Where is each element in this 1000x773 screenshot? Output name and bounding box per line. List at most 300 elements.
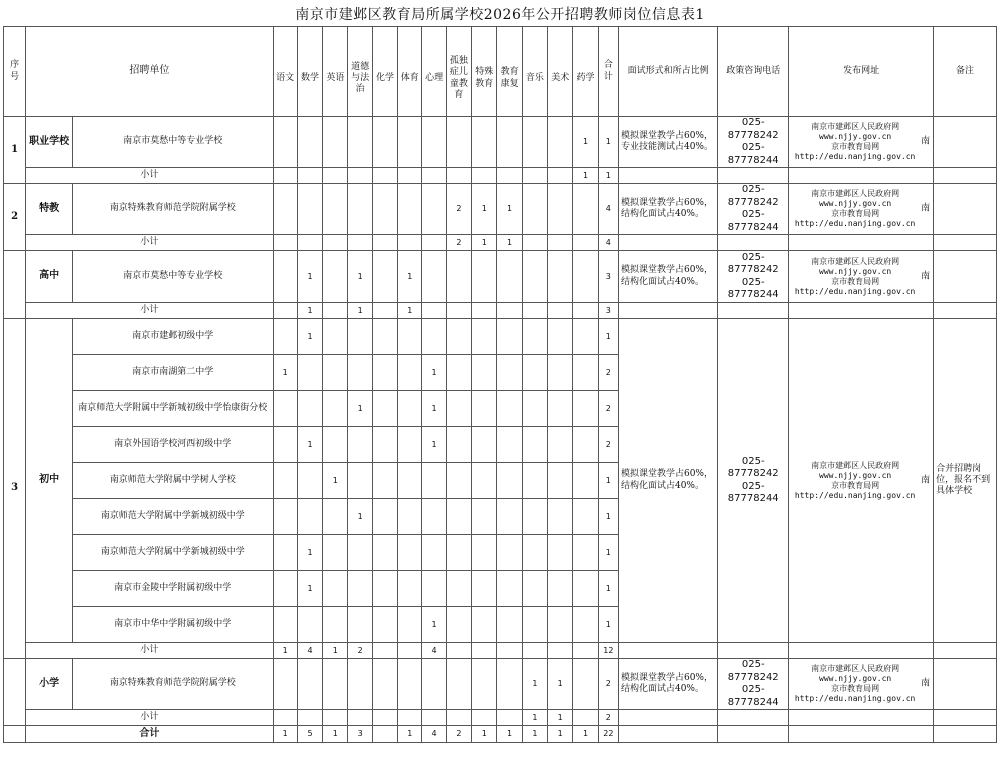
subject-count xyxy=(323,607,348,643)
empty-cell xyxy=(789,726,934,743)
subject-count xyxy=(548,319,573,355)
subtotal-count xyxy=(348,235,372,251)
website-url: www.njjy.gov.cn xyxy=(819,132,892,141)
header-subject: 道德与法治 xyxy=(348,27,372,117)
subject-count xyxy=(323,659,348,710)
exam-format: 模拟课堂教学占60%，结构化面试占40%。 xyxy=(618,319,717,643)
subject-count xyxy=(273,427,297,463)
website-side-char: 南 xyxy=(921,678,931,689)
note-cell: 合并招聘岗位，报名不到具体学校 xyxy=(934,319,997,643)
subject-count xyxy=(497,659,522,710)
header-subject: 化学 xyxy=(372,27,397,117)
group-seq: 1 xyxy=(4,117,26,184)
row-total: 1 xyxy=(598,499,618,535)
subject-count xyxy=(548,391,573,427)
subtotal-count xyxy=(273,303,297,319)
subtotal-row xyxy=(4,168,997,184)
school-name: 南京师范大学附属中学新城初级中学 xyxy=(72,499,273,535)
website-line: 京市教育局网 xyxy=(831,209,880,218)
subject-count xyxy=(472,427,497,463)
row-total: 2 xyxy=(598,427,618,463)
subject-count xyxy=(573,319,598,355)
subject-count xyxy=(372,427,397,463)
subject-count xyxy=(573,463,598,499)
empty-cell xyxy=(4,726,26,743)
subject-count xyxy=(323,355,348,391)
subject-count xyxy=(446,607,471,643)
subtotal-count xyxy=(548,303,573,319)
empty-cell xyxy=(718,643,789,659)
subtotal-count: 4 xyxy=(422,643,446,659)
subject-count xyxy=(372,499,397,535)
table-row xyxy=(4,251,997,303)
subject-count xyxy=(472,571,497,607)
subject-count: 1 xyxy=(548,659,573,710)
note-cell xyxy=(934,184,997,235)
grand-total-count: 1 xyxy=(472,726,497,743)
subtotal-count xyxy=(573,235,598,251)
header-subject: 数学 xyxy=(297,27,322,117)
subject-count: 1 xyxy=(422,391,446,427)
subject-count xyxy=(497,319,522,355)
subject-count xyxy=(497,251,522,303)
subtotal-count xyxy=(323,235,348,251)
empty-cell xyxy=(618,726,717,743)
subject-count xyxy=(273,659,297,710)
subject-count xyxy=(472,607,497,643)
subtotal-count xyxy=(472,643,497,659)
subject-count: 1 xyxy=(297,251,322,303)
subject-count xyxy=(548,251,573,303)
header-subject: 特殊教育 xyxy=(472,27,497,117)
subtotal-count xyxy=(422,168,446,184)
subject-count xyxy=(323,391,348,427)
subject-count: 1 xyxy=(297,319,322,355)
subtotal-count xyxy=(446,303,471,319)
subtotal-label: 小计 xyxy=(26,168,273,184)
grand-total-count: 1 xyxy=(497,726,522,743)
subject-count xyxy=(323,499,348,535)
subject-count xyxy=(497,607,522,643)
subtotal-count xyxy=(398,710,422,726)
header-seq: 序号 xyxy=(4,27,26,117)
subject-count xyxy=(522,117,547,168)
table-row xyxy=(4,117,997,168)
empty-cell xyxy=(618,643,717,659)
phone-number: 025-87778242 xyxy=(727,659,779,683)
header-exam: 面试形式和所占比例 xyxy=(618,27,717,117)
subject-count xyxy=(522,391,547,427)
school-name: 南京市建邺初级中学 xyxy=(72,319,273,355)
website-side-char: 南 xyxy=(921,203,931,214)
subject-count xyxy=(472,535,497,571)
subtotal-count xyxy=(348,710,372,726)
subtotal-count: 1 xyxy=(573,168,598,184)
subject-count xyxy=(497,427,522,463)
subtotal-label: 小计 xyxy=(26,643,273,659)
school-name: 南京市莫愁中等专业学校 xyxy=(72,251,273,303)
subtotal-count xyxy=(323,710,348,726)
subject-count xyxy=(497,391,522,427)
grand-total-sum: 22 xyxy=(598,726,618,743)
website-url: http://edu.nanjing.gov.cn xyxy=(794,286,916,296)
subject-count xyxy=(273,463,297,499)
subject-count xyxy=(497,571,522,607)
subtotal-row xyxy=(4,710,997,726)
subject-count xyxy=(348,607,372,643)
subject-count xyxy=(323,427,348,463)
subtotal-count: 1 xyxy=(522,710,547,726)
subject-count xyxy=(472,319,497,355)
subject-count xyxy=(573,607,598,643)
website-line: 南京市建邺区人民政府网 xyxy=(811,664,900,673)
grand-total-count: 2 xyxy=(446,726,471,743)
subtotal-total: 1 xyxy=(598,168,618,184)
subject-count xyxy=(348,184,372,235)
subject-count: 1 xyxy=(348,499,372,535)
website-url: www.njjy.gov.cn xyxy=(819,266,892,276)
subject-count xyxy=(348,463,372,499)
phone-number: 025-87778244 xyxy=(727,209,779,233)
subject-count xyxy=(522,319,547,355)
subtotal-count xyxy=(548,235,573,251)
group-category: 小学 xyxy=(26,659,73,710)
subject-count xyxy=(297,184,322,235)
subject-count xyxy=(348,319,372,355)
subject-count: 1 xyxy=(348,251,372,303)
header-subject: 体育 xyxy=(398,27,422,117)
subject-count xyxy=(497,117,522,168)
grand-total-count: 1 xyxy=(522,726,547,743)
row-total: 1 xyxy=(598,571,618,607)
subject-count xyxy=(398,535,422,571)
subject-count xyxy=(348,659,372,710)
website-url: www.njjy.gov.cn xyxy=(819,470,892,480)
subtotal-count xyxy=(372,643,397,659)
subject-count xyxy=(573,251,598,303)
header-total: 合计 xyxy=(598,27,618,117)
subject-count xyxy=(522,499,547,535)
subject-count xyxy=(323,117,348,168)
subtotal-count xyxy=(522,168,547,184)
subtotal-count xyxy=(573,710,598,726)
publish-website-cell xyxy=(789,117,934,168)
subtotal-label: 小计 xyxy=(26,303,273,319)
note-cell xyxy=(934,659,997,710)
group-seq: 3 xyxy=(4,319,26,659)
subject-count xyxy=(398,499,422,535)
subtotal-count xyxy=(497,643,522,659)
exam-format: 模拟课堂教学占60%，结构化面试占40%。 xyxy=(618,251,717,303)
row-total: 1 xyxy=(598,463,618,499)
website-side-char: 南 xyxy=(921,270,931,281)
subject-count xyxy=(422,251,446,303)
header-subject: 美术 xyxy=(548,27,573,117)
subject-count xyxy=(372,355,397,391)
subtotal-count xyxy=(472,710,497,726)
table-row xyxy=(4,659,997,710)
row-total: 1 xyxy=(598,117,618,168)
subject-count: 1 xyxy=(348,391,372,427)
subtotal-count xyxy=(297,710,322,726)
header-subject: 药学 xyxy=(573,27,598,117)
subject-count: 1 xyxy=(398,251,422,303)
subtotal-row xyxy=(4,643,997,659)
subject-count: 1 xyxy=(522,659,547,710)
subtotal-count xyxy=(372,710,397,726)
subtotal-count: 1 xyxy=(348,303,372,319)
subject-count xyxy=(548,117,573,168)
website-url: http://edu.nanjing.gov.cn xyxy=(794,694,916,703)
website-url: www.njjy.gov.cn xyxy=(819,199,892,208)
subtotal-row xyxy=(4,303,997,319)
subject-count xyxy=(472,463,497,499)
group-category: 职业学校 xyxy=(26,117,73,168)
row-total: 4 xyxy=(598,184,618,235)
empty-cell xyxy=(718,235,789,251)
empty-cell xyxy=(718,710,789,726)
subject-count xyxy=(372,607,397,643)
note-cell xyxy=(934,117,997,168)
subtotal-count xyxy=(497,168,522,184)
subject-count xyxy=(273,607,297,643)
subject-count xyxy=(348,427,372,463)
note-cell xyxy=(934,251,997,303)
subject-count: 1 xyxy=(323,463,348,499)
subtotal-count xyxy=(297,168,322,184)
subtotal-count xyxy=(573,643,598,659)
subject-count xyxy=(273,499,297,535)
subject-count: 1 xyxy=(497,184,522,235)
subtotal-count xyxy=(422,710,446,726)
phone-cell xyxy=(718,184,789,235)
school-name: 南京师范大学附属中学新城初级中学怡康街分校 xyxy=(72,391,273,427)
subject-count xyxy=(422,319,446,355)
subject-count xyxy=(422,117,446,168)
subject-count xyxy=(398,463,422,499)
publish-website-cell xyxy=(789,319,934,643)
subject-count xyxy=(446,571,471,607)
subject-count xyxy=(398,184,422,235)
subject-count xyxy=(472,355,497,391)
grand-total-count: 1 xyxy=(573,726,598,743)
subject-count xyxy=(372,659,397,710)
grand-total-count: 5 xyxy=(297,726,322,743)
subject-count: 1 xyxy=(297,535,322,571)
subject-count xyxy=(297,659,322,710)
header-subject: 心理 xyxy=(422,27,446,117)
subject-count xyxy=(522,427,547,463)
subject-count xyxy=(323,319,348,355)
subtotal-count: 2 xyxy=(446,235,471,251)
page-title: 南京市建邺区教育局所属学校2026年公开招聘教师岗位信息表1 xyxy=(295,7,705,23)
website-line: 京市教育局网 xyxy=(831,142,880,151)
subject-count xyxy=(372,571,397,607)
website-line: 京市教育局网 xyxy=(831,684,880,693)
header-subject: 英语 xyxy=(323,27,348,117)
subject-count xyxy=(273,319,297,355)
website-url: http://edu.nanjing.gov.cn xyxy=(794,152,916,161)
empty-cell xyxy=(718,726,789,743)
header-subject: 语文 xyxy=(273,27,297,117)
subtotal-count xyxy=(422,235,446,251)
header-site: 发布网址 xyxy=(789,27,934,117)
header-subject: 教育康复 xyxy=(497,27,522,117)
subtotal-count: 1 xyxy=(273,643,297,659)
subtotal-row xyxy=(4,235,997,251)
publish-website-cell xyxy=(789,659,934,710)
subtotal-count xyxy=(446,643,471,659)
subtotal-count: 2 xyxy=(348,643,372,659)
subject-count xyxy=(348,535,372,571)
subtotal-total: 12 xyxy=(598,643,618,659)
subject-count: 1 xyxy=(422,355,446,391)
subject-count xyxy=(548,355,573,391)
subject-count xyxy=(273,535,297,571)
subject-count xyxy=(446,463,471,499)
subject-count xyxy=(297,499,322,535)
subject-count xyxy=(446,659,471,710)
phone-number: 025-87778244 xyxy=(727,684,779,708)
subject-count xyxy=(548,463,573,499)
subject-count xyxy=(548,571,573,607)
school-name: 南京外国语学校河西初级中学 xyxy=(72,427,273,463)
subject-count xyxy=(422,571,446,607)
subtotal-total: 2 xyxy=(598,710,618,726)
table-row xyxy=(4,319,997,355)
subject-count xyxy=(273,391,297,427)
website-line: 南京市建邺区人民政府网 xyxy=(811,189,900,198)
empty-cell xyxy=(934,235,997,251)
school-name: 南京特殊教育师范学院附属学校 xyxy=(72,184,273,235)
subject-count xyxy=(573,571,598,607)
header-subject: 音乐 xyxy=(522,27,547,117)
subject-count xyxy=(573,184,598,235)
subject-count xyxy=(446,391,471,427)
subtotal-count xyxy=(297,235,322,251)
subject-count xyxy=(446,319,471,355)
grand-total-count: 1 xyxy=(548,726,573,743)
subject-count xyxy=(297,117,322,168)
empty-cell xyxy=(789,643,934,659)
phone-cell xyxy=(718,117,789,168)
header-unit: 招聘单位 xyxy=(26,27,273,117)
recruitment-table xyxy=(3,26,997,743)
group-seq xyxy=(4,251,26,319)
subject-count xyxy=(398,607,422,643)
subject-count xyxy=(446,535,471,571)
subject-count: 1 xyxy=(422,427,446,463)
grand-total-count: 4 xyxy=(422,726,446,743)
subtotal-count xyxy=(348,168,372,184)
subject-count xyxy=(372,251,397,303)
subtotal-count: 1 xyxy=(297,303,322,319)
subject-count xyxy=(548,607,573,643)
empty-cell xyxy=(934,710,997,726)
publish-website-cell xyxy=(789,251,934,303)
exam-format: 模拟课堂教学占60%，专业技能测试占40%。 xyxy=(618,117,717,168)
subject-count xyxy=(323,184,348,235)
school-name: 南京师范大学附属中学树人学校 xyxy=(72,463,273,499)
subtotal-count xyxy=(472,303,497,319)
subtotal-count xyxy=(323,168,348,184)
website-line: 南京市建邺区人民政府网 xyxy=(811,122,900,131)
group-category: 初中 xyxy=(26,319,73,643)
subject-count xyxy=(398,355,422,391)
subtotal-total: 3 xyxy=(598,303,618,319)
subject-count xyxy=(573,427,598,463)
phone-number: 025-87778242 xyxy=(727,184,779,208)
subject-count xyxy=(522,184,547,235)
empty-cell xyxy=(618,303,717,319)
subject-count xyxy=(398,391,422,427)
website-line: 南京市建邺区人民政府网 xyxy=(811,256,900,266)
subtotal-label: 小计 xyxy=(26,235,273,251)
grand-total-count: 1 xyxy=(398,726,422,743)
subject-count xyxy=(372,463,397,499)
subject-count xyxy=(522,535,547,571)
group-seq: 2 xyxy=(4,184,26,251)
subject-count xyxy=(422,659,446,710)
subtotal-count xyxy=(372,235,397,251)
phone-cell xyxy=(718,251,789,303)
subject-count xyxy=(348,355,372,391)
subtotal-count xyxy=(398,235,422,251)
subject-count xyxy=(522,355,547,391)
empty-cell xyxy=(789,303,934,319)
phone-number: 025-87778244 xyxy=(727,480,779,504)
header-subject: 孤独症儿童教育 xyxy=(446,27,471,117)
subject-count xyxy=(398,319,422,355)
website-url: http://edu.nanjing.gov.cn xyxy=(794,219,916,228)
subtotal-count xyxy=(323,303,348,319)
empty-cell xyxy=(934,168,997,184)
subject-count xyxy=(297,607,322,643)
subject-count xyxy=(522,571,547,607)
subject-count xyxy=(422,535,446,571)
website-line: 京市教育局网 xyxy=(831,276,880,286)
subject-count xyxy=(398,659,422,710)
subject-count xyxy=(472,499,497,535)
group-seq xyxy=(4,659,26,726)
subtotal-count xyxy=(548,643,573,659)
row-total: 1 xyxy=(598,319,618,355)
row-total: 1 xyxy=(598,535,618,571)
empty-cell xyxy=(718,303,789,319)
exam-format: 模拟课堂教学占60%，结构化面试占40%。 xyxy=(618,659,717,710)
website-side-char: 南 xyxy=(921,474,931,485)
group-category: 特教 xyxy=(26,184,73,235)
school-name: 南京师范大学附属中学新城初级中学 xyxy=(72,535,273,571)
subject-count: 1 xyxy=(422,607,446,643)
grand-total-count: 1 xyxy=(323,726,348,743)
subtotal-count xyxy=(497,303,522,319)
subtotal-count xyxy=(573,303,598,319)
subject-count xyxy=(446,499,471,535)
subject-count xyxy=(472,391,497,427)
subtotal-count: 1 xyxy=(497,235,522,251)
subject-count xyxy=(297,463,322,499)
subject-count xyxy=(446,355,471,391)
subject-count xyxy=(398,427,422,463)
subject-count xyxy=(472,251,497,303)
phone-cell xyxy=(718,659,789,710)
phone-number: 025-87778244 xyxy=(727,276,779,300)
subtotal-count xyxy=(548,168,573,184)
empty-cell xyxy=(618,235,717,251)
subject-count xyxy=(422,499,446,535)
phone-number: 025-87778242 xyxy=(727,251,779,275)
